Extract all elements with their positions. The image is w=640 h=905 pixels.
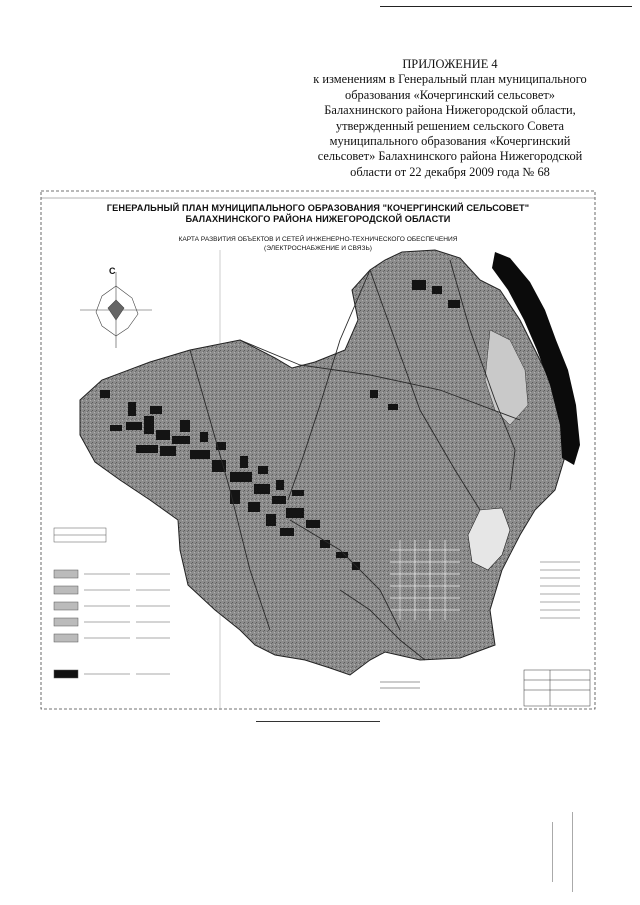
map-title-line: ГЕНЕРАЛЬНЫЙ ПЛАН МУНИЦИПАЛЬНОГО ОБРАЗОВАНИЯ "КОЧЕРГИНСКИЙ СЕЛЬСОВЕТ" xyxy=(106,203,530,213)
legend-left xyxy=(54,528,170,678)
map-subtitle-line: (ЭЛЕКТРОСНАБЖЕНИЕ И СВЯЗЬ) xyxy=(264,244,372,252)
appendix-line: области от 22 декабря 2009 года № 68 xyxy=(350,164,550,179)
north-label: С xyxy=(109,266,116,276)
master-plan-map xyxy=(40,190,596,710)
margin-mark xyxy=(572,812,573,892)
map-title xyxy=(40,203,596,225)
appendix-line: образования «Кочергинский сельсовет» xyxy=(345,87,555,102)
margin-mark xyxy=(552,822,553,882)
scale-bar xyxy=(380,682,420,688)
appendix-line: муниципального образования «Кочергинский xyxy=(329,134,571,149)
north-arrow-icon xyxy=(80,272,152,348)
appendix-note xyxy=(290,57,610,180)
map-title-line: БАЛАХНИНСКОГО РАЙОНА НИЖЕГОРОДСКОЙ ОБЛАСТИ xyxy=(185,214,451,224)
top-rule xyxy=(380,6,632,7)
bottom-rule xyxy=(256,721,380,722)
map-subtitle xyxy=(40,236,596,253)
legend-right xyxy=(540,562,580,618)
map-drawing xyxy=(40,190,596,710)
appendix-line: к изменениям в Генеральный план муниципального xyxy=(313,72,587,87)
appendix-heading: ПРИЛОЖЕНИЕ 4 xyxy=(402,57,498,71)
municipal-territory xyxy=(80,250,567,675)
map-subtitle-line: КАРТА РАЗВИТИЯ ОБЪЕКТОВ И СЕТЕЙ ИНЖЕНЕРНО-ТЕХНИЧЕСКОГО ОБЕСПЕЧЕНИЯ xyxy=(178,236,458,243)
appendix-line: Балахнинского района Нижегородской области, xyxy=(324,103,576,118)
appendix-line: сельсовет» Балахнинского района Нижегородской xyxy=(317,149,583,164)
title-block xyxy=(524,670,590,706)
appendix-line: утвержденный решением сельского Совета xyxy=(335,118,565,133)
